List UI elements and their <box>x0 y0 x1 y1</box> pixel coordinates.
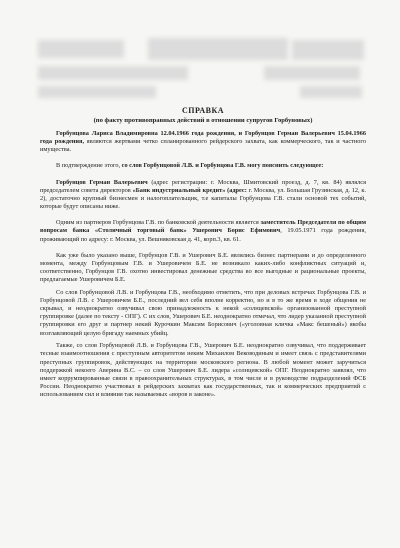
paragraph-2 <box>40 162 366 170</box>
paragraph-1 <box>40 130 366 154</box>
redacted-block <box>264 66 360 80</box>
redacted-block <box>38 66 188 80</box>
redacted-block <box>300 86 362 98</box>
paragraph-3 <box>40 179 366 212</box>
paragraph-text: (адрес регистрации: г. Москва, Шмитовский проезд, д. 7, кв. 84) являлся председателем совета директоров <box>40 178 366 194</box>
paragraph-4 <box>40 219 366 243</box>
paragraph-text: г. Москва, ул. Большая Грузинская, д. 12, к. 2), достаточно крупный бизнесмен и налогоплательщик, т.е капиталы Горбунцова Г.В. стали основой тех событий, которые будут описаны ниже. <box>40 186 367 211</box>
paragraph-emphasis: со слов Горбунцовой Л.В. и Горбунцова Г.В. могу пояснить следующее: <box>121 162 324 170</box>
paragraph-7: Также, со слов Горбунцовой Л.В. и Горбунцова Г.В., Ушерович Б.Е. неоднократно озвучивал, что поддерживает тесные взаимоотношения с преступным авторитетом неким Михаилом Веководиным и имеет связь с представителями преступных группировок, действующих на территории московского региона. В любой момент может заручиться поддержкой некоего Аверина В.С. – со слов Ушерович Б.Е. лидера «солнцевской» ОПГ. Неоднократно заявлял, что имеет коррумпированные связи в правоохранительных структурах, в том числе и в руководстве подразделений ФСБ России. Неоднократно участвовал в рейдерских захватах как государственных, так и коммерческих предприятий с использованием сил и влияния так называемых «воров в законе». <box>40 342 366 399</box>
partner-name: заместитель Председателя по общим вопросам банка «Столичный торговый банк» Ушеронич Борис Ефимович <box>40 219 366 235</box>
redacted-block <box>38 86 156 98</box>
paragraph-text: Одним из партнеров Горбунцова Г.В. по банковской деятельности является <box>56 219 261 227</box>
document-body <box>40 104 366 404</box>
paragraph-text: являются жертвами четко спланированного рейдерского захвата, как коммерческого, так и частного имущества. <box>40 138 366 154</box>
redacted-block <box>292 40 364 60</box>
redacted-block <box>148 38 288 60</box>
paragraph-text: В подтверждение этого, <box>56 162 122 170</box>
paragraph-6: Со слов Горбунцовой Л.В. и Горбунцова Г.В., необходимо отметить, что при деловых встречах Горбунцова Г.В. и Горбунцовой Л.В. с Ушеровичем Б.Е., последний вел себя вполне корректно, но и в то же время в ходе общения не скрывал, и неоднократно озвучивал свою принадлежность к некой «солнцевской» организованной преступной группировке (далее по тексту - ОПГ). С их слов, Ушерович Б.Е. неоднократно отмечал, что лидер указанной преступной группировки его друг и партнер некий Курочкин Максим Борисович («уголовная кличка «Макс бешеный») якобы возглавляющий целую бригаду наемных убийц. <box>40 288 366 337</box>
paragraph-text: , 19.05.1971 года рождения, проживающий по адресу: г. Москва, ул. Вешняковская д. 41, корп.3, кв. 61. <box>40 227 366 243</box>
paragraph-5: Как уже было указано выше, Горбунцов Г.В. и Ушерович Б.Е. являлись бизнес партнерами и до определенного момента, между Горбунцовым Г.В. и Ушеровичем Б.Е. не возникало каких-либо конфликтных ситуаций и, соответственно, Горбунцов Г.В. охотно инвестировал денежные средства во все выгодные и рациональные проекты, предлагаемые Ушеровичем Б.Е. <box>40 251 366 284</box>
redacted-block <box>38 40 124 58</box>
person-name: Горбунцов Герман Валерьевич <box>56 178 148 186</box>
victims-names: Горбунцова Лариса Владимировна 12.04.1966 года рождения, и Горбунцов Герман Валерьевич 15.04.1966 года рождения, <box>40 130 366 146</box>
document-subtitle: (по факту противоправных действий в отношении супругов Горбуновых) <box>93 117 313 124</box>
bank-name: «Банк индустриальный кредит» (адрес: <box>132 186 247 194</box>
document-title: СПРАВКА <box>181 106 225 115</box>
